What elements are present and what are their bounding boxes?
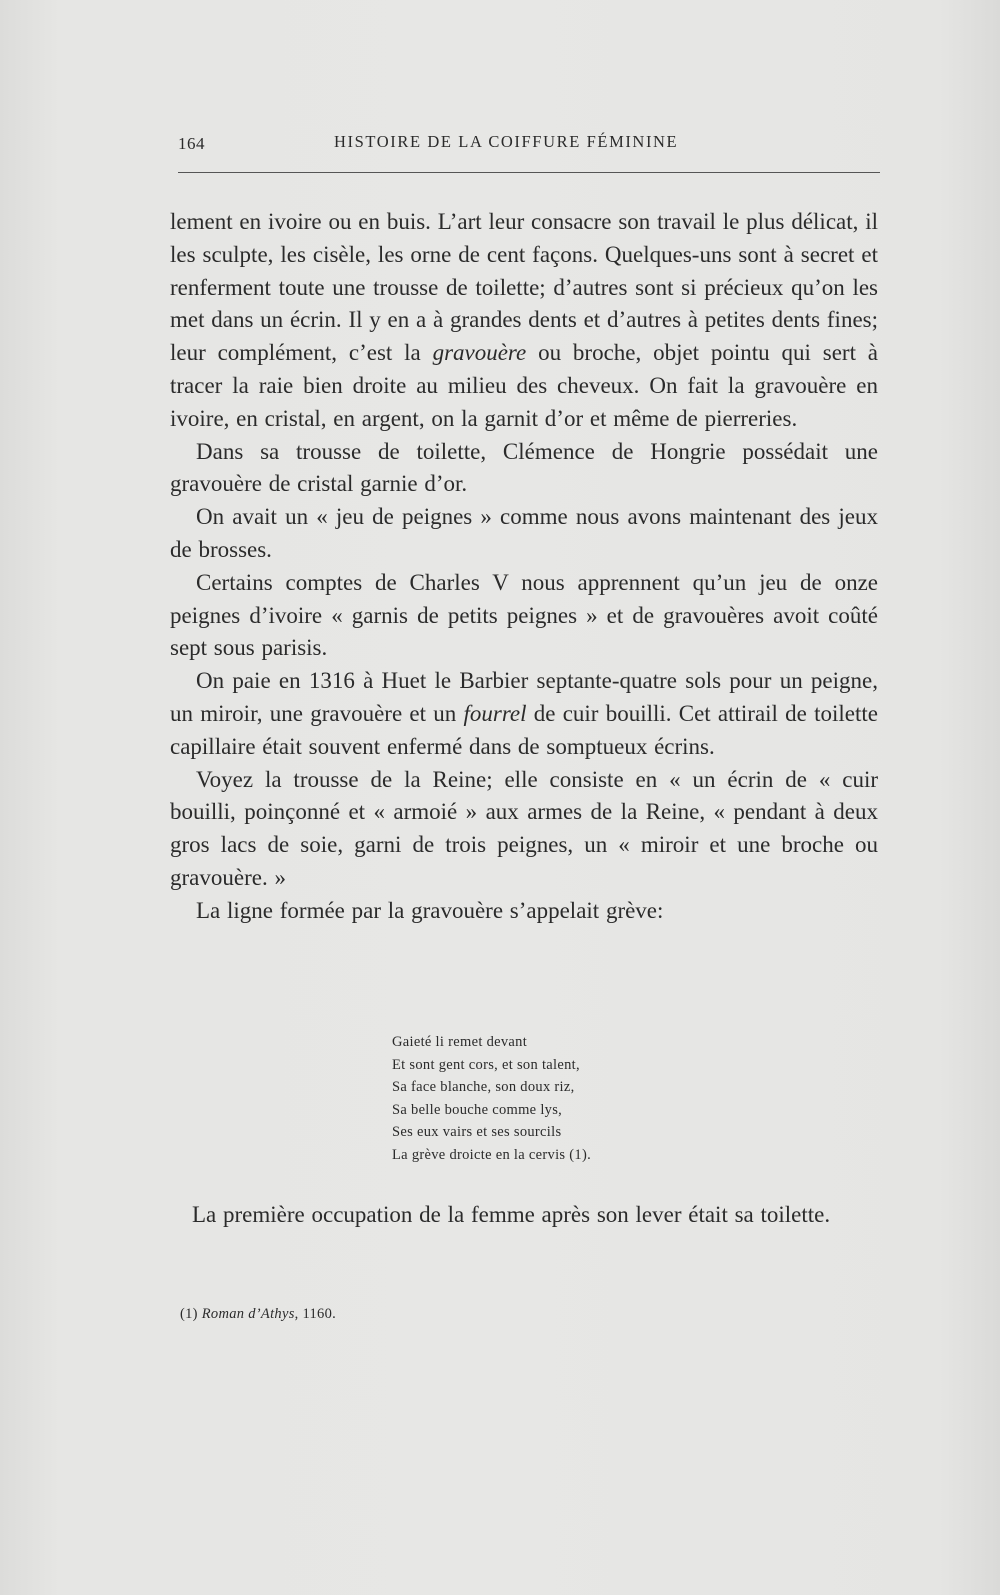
verse-line: Sa belle bouche comme lys, xyxy=(392,1101,563,1118)
footnote-marker: (1) xyxy=(180,1306,202,1322)
paragraph-1-part-b: ou broche, objet pointu qui sert à tracer la raie bien droite au milieu des cheveux. On fait la gravouère en ivoire, en cristal, en argent, on la garnit d’or et même de pierreries. xyxy=(170,340,878,431)
footnote-rest: , 1160. xyxy=(294,1306,337,1322)
paragraph-6: Voyez la trousse de la Reine; elle consiste en « un écrin de « cuir bouilli, poinçonné et « armoié » aux armes de la Reine, « pendant à deux gros lacs de soie, garni de trois peignes, un « miroir et une broche ou gravouère. » xyxy=(170,766,878,890)
closing-text xyxy=(166,1199,876,1232)
paragraph-2: Dans sa trousse de toilette, Clémence de Hongrie possédait une gravouère de cristal garnie d’or. xyxy=(170,438,878,497)
footnote xyxy=(180,1306,336,1323)
main-text xyxy=(170,206,878,928)
italic-term-gravouere: gravouère xyxy=(432,340,527,366)
paragraph-3: On avait un « jeu de peignes » comme nous avons maintenant des jeux de brosses. xyxy=(170,504,878,562)
paragraph-5-part-b: de cuir bouilli. Cet attirail de toilette capillaire était souvent enfermé dans de somptueux écrins. xyxy=(170,700,878,759)
italic-term-fourrel: fourrel xyxy=(463,700,527,726)
verse-line: Gaieté li remet devant xyxy=(392,1034,528,1050)
paragraph-1-part-a: lement en ivoire ou en buis. L’art leur consacre son travail le plus délicat, il les sculpte, les cisèle, les orne de cent façons. Quelques-uns sont à secret et renferment toute une trousse de toilette; d’autres sont si précieux qu’on les met dans un écrin. Il y en a à grandes dents et d’autres à petites dents fines; leur complément, c’est la xyxy=(170,209,878,366)
verse-line: Ses eux vairs et ses sourcils xyxy=(392,1124,562,1141)
running-head: HISTOIRE DE LA COIFFURE FÉMININE xyxy=(334,132,679,151)
verse-line: La grève droicte en la cervis (1). xyxy=(392,1146,592,1163)
paragraph-4: Certains comptes de Charles V nous apprennent qu’un jeu de onze peignes d’ivoire « garnis de petits peignes » et de gravouères avoit coûté sept sous parisis. xyxy=(170,569,878,661)
header-rule xyxy=(178,172,880,173)
verse-line: Et sont gent cors, et son talent, xyxy=(392,1056,580,1073)
verse-quotation xyxy=(392,1031,591,1167)
closing-paragraph: La première occupation de la femme après son lever était sa toilette. xyxy=(192,1202,831,1227)
paragraph-1 xyxy=(170,206,878,436)
page-number: 164 xyxy=(178,134,205,153)
paragraph-5-part-a: On paie en 1316 à Huet le Barbier septante-quatre sols pour un peigne, un miroir, une gravouère et un xyxy=(170,668,878,726)
paragraph-7: La ligne formée par la gravouère s’appelait grève: xyxy=(196,897,664,923)
page-header xyxy=(178,130,880,160)
verse-line: Sa face blanche, son doux riz, xyxy=(392,1079,575,1096)
footnote-title: Roman d’Athys xyxy=(201,1306,295,1322)
paragraph-5 xyxy=(170,665,878,763)
